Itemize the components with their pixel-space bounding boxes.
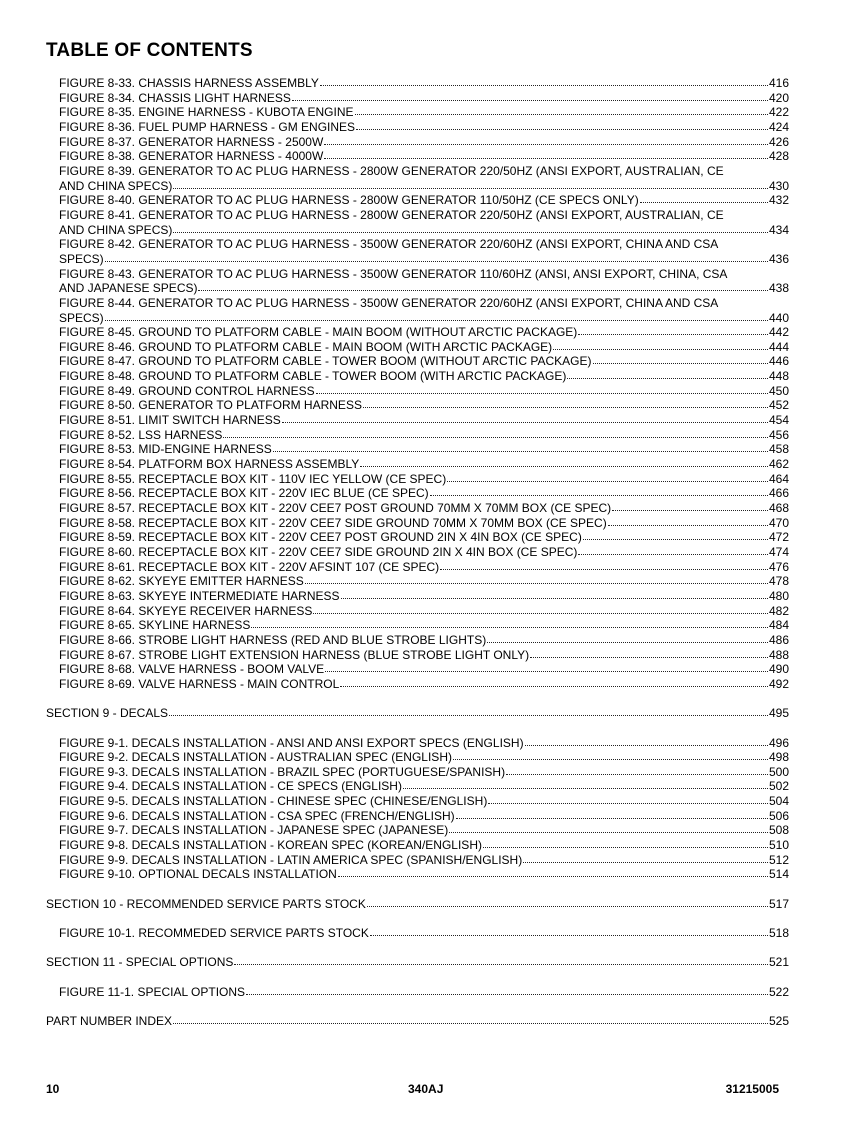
toc-entry-page: 480 — [768, 588, 789, 603]
dot-leader — [105, 312, 768, 322]
toc-entry[interactable] — [0, 398, 866, 413]
toc-entry-page: 474 — [768, 545, 789, 559]
toc-entry[interactable] — [0, 589, 866, 604]
toc-entry[interactable] — [0, 486, 866, 501]
toc-entry-title: FIGURE 8-62. SKYEYE EMITTER HARNESS — [59, 574, 304, 589]
toc-entry-title: FIGURE 9-2. DECALS INSTALLATION - AUSTRALIAN SPEC (ENGLISH) — [59, 750, 452, 765]
toc-entry-page: 420 — [768, 90, 789, 105]
toc-entry-page: 434 — [768, 222, 789, 237]
spacer — [0, 911, 866, 926]
toc-entry[interactable] — [0, 252, 866, 267]
toc-entry[interactable] — [0, 736, 866, 751]
toc-entry-title: FIGURE 8-46. GROUND TO PLATFORM CABLE - MAIN BOOM (WITH ARCTIC PACKAGE) — [59, 339, 553, 354]
dot-leader — [449, 824, 768, 834]
toc-entry[interactable] — [0, 120, 866, 135]
toc-entry-title: FIGURE 8-66. STROBE LIGHT HARNESS (RED AND BLUE STROBE LIGHTS) — [59, 632, 487, 647]
toc-entry-title: FIGURE 8-60. RECEPTACLE BOX KIT - 220V CEE7 SIDE GROUND 2IN X 4IN BOX (CE SPEC) — [59, 545, 578, 559]
toc-entry-title: FIGURE 9-8. DECALS INSTALLATION - KOREAN SPEC (KOREAN/ENGLISH) — [59, 838, 482, 853]
toc-entry[interactable] — [0, 809, 866, 824]
dot-leader — [612, 502, 768, 512]
toc-entry-title: FIGURE 8-47. GROUND TO PLATFORM CABLE - TOWER BOOM (WITHOUT ARCTIC PACKAGE) — [59, 354, 592, 369]
toc-entry-page: 490 — [768, 662, 789, 677]
dot-leader — [403, 780, 768, 790]
toc-entry[interactable] — [0, 750, 866, 765]
toc-entry[interactable] — [0, 472, 866, 487]
toc-entry-page: 476 — [768, 559, 789, 574]
footer-doc-number: 31215005 — [725, 1082, 779, 1096]
dot-leader — [430, 487, 768, 497]
spacer — [0, 721, 866, 736]
toc-entry-title: AND JAPANESE SPECS) — [59, 281, 198, 296]
toc-entry[interactable] — [0, 281, 866, 296]
toc-entry[interactable] — [0, 369, 866, 384]
toc-entry-page: 470 — [768, 515, 789, 530]
toc-entry-title: FIGURE 8-63. SKYEYE INTERMEDIATE HARNESS — [59, 588, 340, 603]
dot-leader — [338, 868, 768, 878]
toc-entry-page: 504 — [768, 794, 789, 809]
toc-entry-title: FIGURE 8-34. CHASSIS LIGHT HARNESS — [59, 90, 291, 105]
toc-entry[interactable] — [0, 677, 866, 692]
dot-leader — [340, 678, 768, 688]
toc-entry-title: FIGURE 8-38. GENERATOR HARNESS - 4000W — [59, 149, 324, 164]
toc-entry-page: 432 — [768, 193, 789, 208]
toc-entry-title: FIGURE 8-58. RECEPTACLE BOX KIT - 220V CEE7 SIDE GROUND 70MM X 70MM BOX (CE SPEC) — [59, 515, 607, 530]
toc-entry-page: 436 — [768, 251, 789, 266]
toc-entry-title: FIGURE 8-44. GENERATOR TO AC PLUG HARNESS - 3500W GENERATOR 220/60HZ (ANSI EXPORT, CHINA AND CSA — [59, 295, 719, 310]
dot-leader — [251, 619, 768, 629]
toc-entry-page: 440 — [768, 310, 789, 325]
toc-entry[interactable] — [0, 574, 866, 589]
toc-entry[interactable] — [0, 428, 866, 443]
dot-leader — [246, 986, 768, 996]
toc-section-entry[interactable] — [0, 897, 866, 912]
toc-entry-page: 484 — [768, 618, 789, 633]
toc-entry-page: 416 — [768, 76, 789, 90]
toc-entry-title: FIGURE 9-7. DECALS INSTALLATION - JAPANESE SPEC (JAPANESE) — [59, 823, 449, 838]
toc-entry[interactable] — [0, 823, 866, 838]
toc-entry-title: FIGURE 11-1. SPECIAL OPTIONS — [59, 984, 246, 999]
toc-entry[interactable] — [0, 648, 866, 663]
spacer — [0, 999, 866, 1014]
toc-entry[interactable] — [0, 765, 866, 780]
toc-entry-title: FIGURE 8-43. GENERATOR TO AC PLUG HARNESS - 3500W GENERATOR 110/60HZ (ANSI, ANSI EXPORT, CHINA, CSA — [59, 266, 728, 281]
toc-entry[interactable] — [0, 618, 866, 633]
toc-entry-page: 450 — [768, 383, 789, 398]
toc-entry-page: 506 — [768, 808, 789, 823]
toc-entry[interactable] — [0, 296, 866, 311]
dot-leader — [487, 634, 768, 644]
toc-entry-title: FIGURE 8-39. GENERATOR TO AC PLUG HARNESS - 2800W GENERATOR 220/50HZ (ANSI EXPORT, AUSTRALIAN, CE — [59, 163, 724, 178]
dot-leader — [273, 443, 768, 453]
dot-leader — [453, 751, 768, 761]
toc-entry-title: FIGURE 8-65. SKYLINE HARNESS — [59, 618, 251, 633]
dot-leader — [367, 898, 768, 908]
dot-leader — [316, 385, 768, 395]
toc-entry-page: 498 — [768, 750, 789, 765]
toc-entry-page: 422 — [768, 105, 789, 120]
toc-entry-page: 496 — [768, 735, 789, 750]
toc-entry-page: 522 — [768, 984, 789, 999]
dot-leader — [313, 605, 768, 615]
toc-entry[interactable] — [0, 516, 866, 531]
toc-entry-page: 514 — [768, 867, 789, 882]
page-title: TABLE OF CONTENTS — [46, 40, 253, 61]
toc-entry-page: 508 — [768, 823, 789, 838]
toc-entry-title: FIGURE 8-48. GROUND TO PLATFORM CABLE - TOWER BOOM (WITH ARCTIC PACKAGE) — [59, 369, 567, 384]
toc-entry-page: 482 — [768, 603, 789, 618]
toc-entry[interactable] — [0, 560, 866, 575]
toc-entry-title: FIGURE 8-35. ENGINE HARNESS - KUBOTA ENGINE — [59, 105, 354, 120]
dot-leader — [553, 341, 768, 351]
toc-entry-title: FIGURE 8-64. SKYEYE RECEIVER HARNESS — [59, 603, 313, 618]
dot-leader — [341, 590, 768, 600]
spacer — [0, 692, 866, 707]
dot-leader — [325, 663, 768, 673]
toc-entry-title: FIGURE 8-67. STROBE LIGHT EXTENSION HARNESS (BLUE STROBE LIGHT ONLY) — [59, 647, 530, 662]
dot-leader — [567, 370, 768, 380]
toc-entry-title: FIGURE 9-1. DECALS INSTALLATION - ANSI AND ANSI EXPORT SPECS (ENGLISH) — [59, 735, 524, 750]
toc-entry-page: 458 — [768, 442, 789, 457]
toc-entry-page: 486 — [768, 632, 789, 647]
footer-page-number: 10 — [46, 1082, 60, 1096]
toc-entry-page: 430 — [768, 178, 789, 193]
toc-entry-title: FIGURE 8-51. LIMIT SWITCH HARNESS — [59, 413, 281, 428]
toc-entry[interactable] — [0, 633, 866, 648]
toc-entry[interactable] — [0, 501, 866, 516]
dot-leader — [305, 575, 768, 585]
toc-entry-title: AND CHINA SPECS) — [59, 178, 173, 193]
table-of-contents — [0, 76, 866, 1029]
toc-entry[interactable] — [0, 442, 866, 457]
dot-leader — [169, 707, 768, 717]
toc-entry-page: 492 — [768, 676, 789, 691]
dot-leader — [447, 473, 768, 483]
page-footer — [0, 1082, 866, 1098]
toc-entry-title: FIGURE 8-54. PLATFORM BOX HARNESS ASSEMBLY — [59, 457, 360, 472]
toc-entry-page: 512 — [768, 852, 789, 867]
toc-entry-title: SECTION 10 - RECOMMENDED SERVICE PARTS STOCK — [46, 896, 366, 911]
toc-entry-title: FIGURE 8-49. GROUND CONTROL HARNESS — [59, 383, 315, 398]
dot-leader — [583, 531, 768, 541]
toc-entry-page: 462 — [768, 457, 789, 472]
toc-entry-page: 448 — [768, 369, 789, 384]
dot-leader — [355, 106, 768, 116]
spacer — [0, 882, 866, 897]
toc-entry-title: FIGURE 8-57. RECEPTACLE BOX KIT - 220V CEE7 POST GROUND 70MM X 70MM BOX (CE SPEC) — [59, 501, 612, 516]
toc-entry-title: FIGURE 9-3. DECALS INSTALLATION - BRAZIL SPEC (PORTUGUESE/SPANISH) — [59, 764, 506, 779]
toc-entry-title: FIGURE 8-68. VALVE HARNESS - BOOM VALVE — [59, 662, 325, 677]
toc-entry-title: FIGURE 8-33. CHASSIS HARNESS ASSEMBLY — [59, 76, 319, 90]
toc-entry-page: 488 — [768, 647, 789, 662]
toc-entry-page: 428 — [768, 149, 789, 164]
dot-leader — [173, 224, 768, 234]
dot-leader — [360, 458, 768, 468]
dot-leader — [488, 795, 768, 805]
toc-entry-page: 510 — [768, 838, 789, 853]
footer-model: 340AJ — [408, 1082, 444, 1096]
toc-section-entry[interactable] — [0, 706, 866, 721]
dot-leader — [105, 253, 768, 263]
toc-entry[interactable] — [0, 149, 866, 164]
toc-entry-title: FIGURE 9-4. DECALS INSTALLATION - CE SPECS (ENGLISH) — [59, 779, 402, 794]
toc-entry-title: SECTION 11 - SPECIAL OPTIONS — [46, 955, 234, 970]
toc-entry-page: 444 — [768, 339, 789, 354]
dot-leader — [173, 180, 768, 190]
toc-entry-page: 517 — [768, 896, 789, 911]
dot-leader — [356, 121, 768, 131]
toc-entry[interactable] — [0, 164, 866, 179]
toc-section-entry[interactable] — [0, 1014, 866, 1029]
toc-entry-page: 442 — [768, 325, 789, 340]
toc-entry-title: SPECS) — [59, 251, 104, 266]
toc-entry-title: FIGURE 8-41. GENERATOR TO AC PLUG HARNESS - 2800W GENERATOR 220/50HZ (ANSI EXPORT, AUSTRALIAN, CE — [59, 207, 724, 222]
toc-entry[interactable] — [0, 662, 866, 677]
dot-leader — [173, 1015, 768, 1025]
dot-leader — [483, 839, 768, 849]
toc-entry-title: FIGURE 9-5. DECALS INSTALLATION - CHINESE SPEC (CHINESE/ENGLISH) — [59, 794, 488, 809]
toc-entry[interactable] — [0, 208, 866, 223]
toc-entry[interactable] — [0, 384, 866, 399]
toc-entry[interactable] — [0, 545, 866, 560]
dot-leader — [578, 546, 768, 556]
toc-entry-page: 424 — [768, 119, 789, 134]
toc-entry-title: FIGURE 10-1. RECOMMEDED SERVICE PARTS STOCK — [59, 926, 369, 940]
dot-leader — [292, 92, 768, 102]
toc-entry-page: 466 — [768, 486, 789, 501]
dot-leader — [608, 517, 768, 527]
toc-entry[interactable] — [0, 76, 866, 91]
toc-entry[interactable] — [0, 853, 866, 868]
toc-entry[interactable] — [0, 135, 866, 150]
dot-leader — [198, 282, 767, 292]
toc-entry-title: AND CHINA SPECS) — [59, 222, 173, 237]
dot-leader — [320, 77, 768, 87]
toc-entry-page: 464 — [768, 471, 789, 486]
dot-leader — [506, 766, 768, 776]
toc-entry-title: FIGURE 8-55. RECEPTACLE BOX KIT - 110V IEC YELLOW (CE SPEC) — [59, 471, 447, 486]
dot-leader — [530, 649, 768, 659]
toc-entry-page: 478 — [768, 574, 789, 589]
toc-entry-title: FIGURE 9-6. DECALS INSTALLATION - CSA SPEC (FRENCH/ENGLISH) — [59, 808, 455, 823]
toc-entry-title: FIGURE 8-56. RECEPTACLE BOX KIT - 220V IEC BLUE (CE SPEC) — [59, 486, 429, 501]
toc-entry-page: 495 — [768, 706, 789, 721]
toc-entry[interactable] — [0, 985, 866, 1000]
dot-leader — [223, 429, 768, 439]
toc-entry-page: 500 — [768, 764, 789, 779]
toc-entry-page: 525 — [768, 1013, 789, 1028]
toc-entry-page: 454 — [768, 413, 789, 428]
toc-entry-page: 452 — [768, 398, 789, 413]
dot-leader — [440, 561, 768, 571]
dot-leader — [363, 399, 768, 409]
toc-entry[interactable] — [0, 530, 866, 545]
toc-entry-page: 446 — [768, 354, 789, 369]
dot-leader — [324, 150, 768, 160]
toc-entry-title: FIGURE 8-52. LSS HARNESS — [59, 427, 223, 442]
toc-entry-title: FIGURE 8-53. MID-ENGINE HARNESS — [59, 442, 272, 457]
toc-entry-title: SECTION 9 - DECALS — [46, 706, 169, 721]
toc-entry[interactable] — [0, 867, 866, 882]
toc-entry-title: SPECS) — [59, 310, 104, 325]
toc-entry-title: FIGURE 8-40. GENERATOR TO AC PLUG HARNESS - 2800W GENERATOR 110/50HZ (CE SPECS ONLY) — [59, 193, 639, 208]
toc-entry-title: PART NUMBER INDEX — [46, 1013, 173, 1028]
dot-leader — [456, 810, 768, 820]
dot-leader — [640, 194, 768, 204]
toc-entry-page: 521 — [768, 955, 789, 970]
toc-entry-title: FIGURE 8-36. FUEL PUMP HARNESS - GM ENGINES — [59, 119, 356, 134]
toc-entry[interactable] — [0, 237, 866, 252]
dot-leader — [525, 737, 768, 747]
toc-entry-title: FIGURE 8-59. RECEPTACLE BOX KIT - 220V CEE7 POST GROUND 2IN X 4IN BOX (CE SPEC) — [59, 530, 582, 545]
dot-leader — [370, 927, 768, 937]
dot-leader — [523, 854, 768, 864]
spacer — [0, 941, 866, 956]
dot-leader — [234, 956, 768, 966]
toc-entry[interactable] — [0, 354, 866, 369]
toc-entry-title: FIGURE 8-50. GENERATOR TO PLATFORM HARNESS — [59, 398, 362, 413]
dot-leader — [578, 326, 768, 336]
dot-leader — [324, 136, 768, 146]
toc-entry[interactable] — [0, 340, 866, 355]
toc-entry[interactable] — [0, 794, 866, 809]
toc-entry[interactable] — [0, 325, 866, 340]
toc-entry[interactable] — [0, 267, 866, 282]
toc-entry-title: FIGURE 9-9. DECALS INSTALLATION - LATIN AMERICA SPEC (SPANISH/ENGLISH) — [59, 852, 523, 867]
toc-entry-title: FIGURE 8-61. RECEPTACLE BOX KIT - 220V AFSINT 107 (CE SPEC) — [59, 559, 440, 574]
toc-section-entry[interactable] — [0, 955, 866, 970]
dot-leader — [593, 355, 768, 365]
toc-entry-title: FIGURE 8-37. GENERATOR HARNESS - 2500W — [59, 134, 324, 149]
toc-entry-title: FIGURE 8-69. VALVE HARNESS - MAIN CONTROL — [59, 676, 340, 691]
toc-entry[interactable] — [0, 838, 866, 853]
dot-leader — [282, 414, 768, 424]
toc-entry[interactable] — [0, 91, 866, 106]
toc-entry[interactable] — [0, 604, 866, 619]
toc-entry-page: 518 — [768, 926, 789, 940]
toc-entry[interactable] — [0, 779, 866, 794]
toc-entry[interactable] — [0, 223, 866, 238]
toc-entry[interactable] — [0, 193, 866, 208]
toc-entry-page: 468 — [768, 501, 789, 516]
toc-entry-title: FIGURE 8-42. GENERATOR TO AC PLUG HARNESS - 3500W GENERATOR 220/60HZ (ANSI EXPORT, CHINA AND CSA — [59, 237, 719, 252]
toc-entry-page: 456 — [768, 427, 789, 442]
toc-entry[interactable] — [0, 179, 866, 194]
toc-entry-title: FIGURE 9-10. OPTIONAL DECALS INSTALLATION — [59, 867, 337, 882]
toc-entry[interactable] — [0, 311, 866, 326]
toc-entry[interactable] — [0, 413, 866, 428]
toc-entry[interactable] — [0, 457, 866, 472]
toc-entry[interactable] — [0, 926, 866, 941]
toc-entry-title: FIGURE 8-45. GROUND TO PLATFORM CABLE - MAIN BOOM (WITHOUT ARCTIC PACKAGE) — [59, 325, 578, 340]
toc-entry[interactable] — [0, 105, 866, 120]
spacer — [0, 970, 866, 985]
toc-entry-page: 426 — [768, 134, 789, 149]
toc-entry-page: 438 — [768, 281, 789, 296]
toc-entry-page: 472 — [768, 530, 789, 545]
toc-entry-page: 502 — [768, 779, 789, 794]
